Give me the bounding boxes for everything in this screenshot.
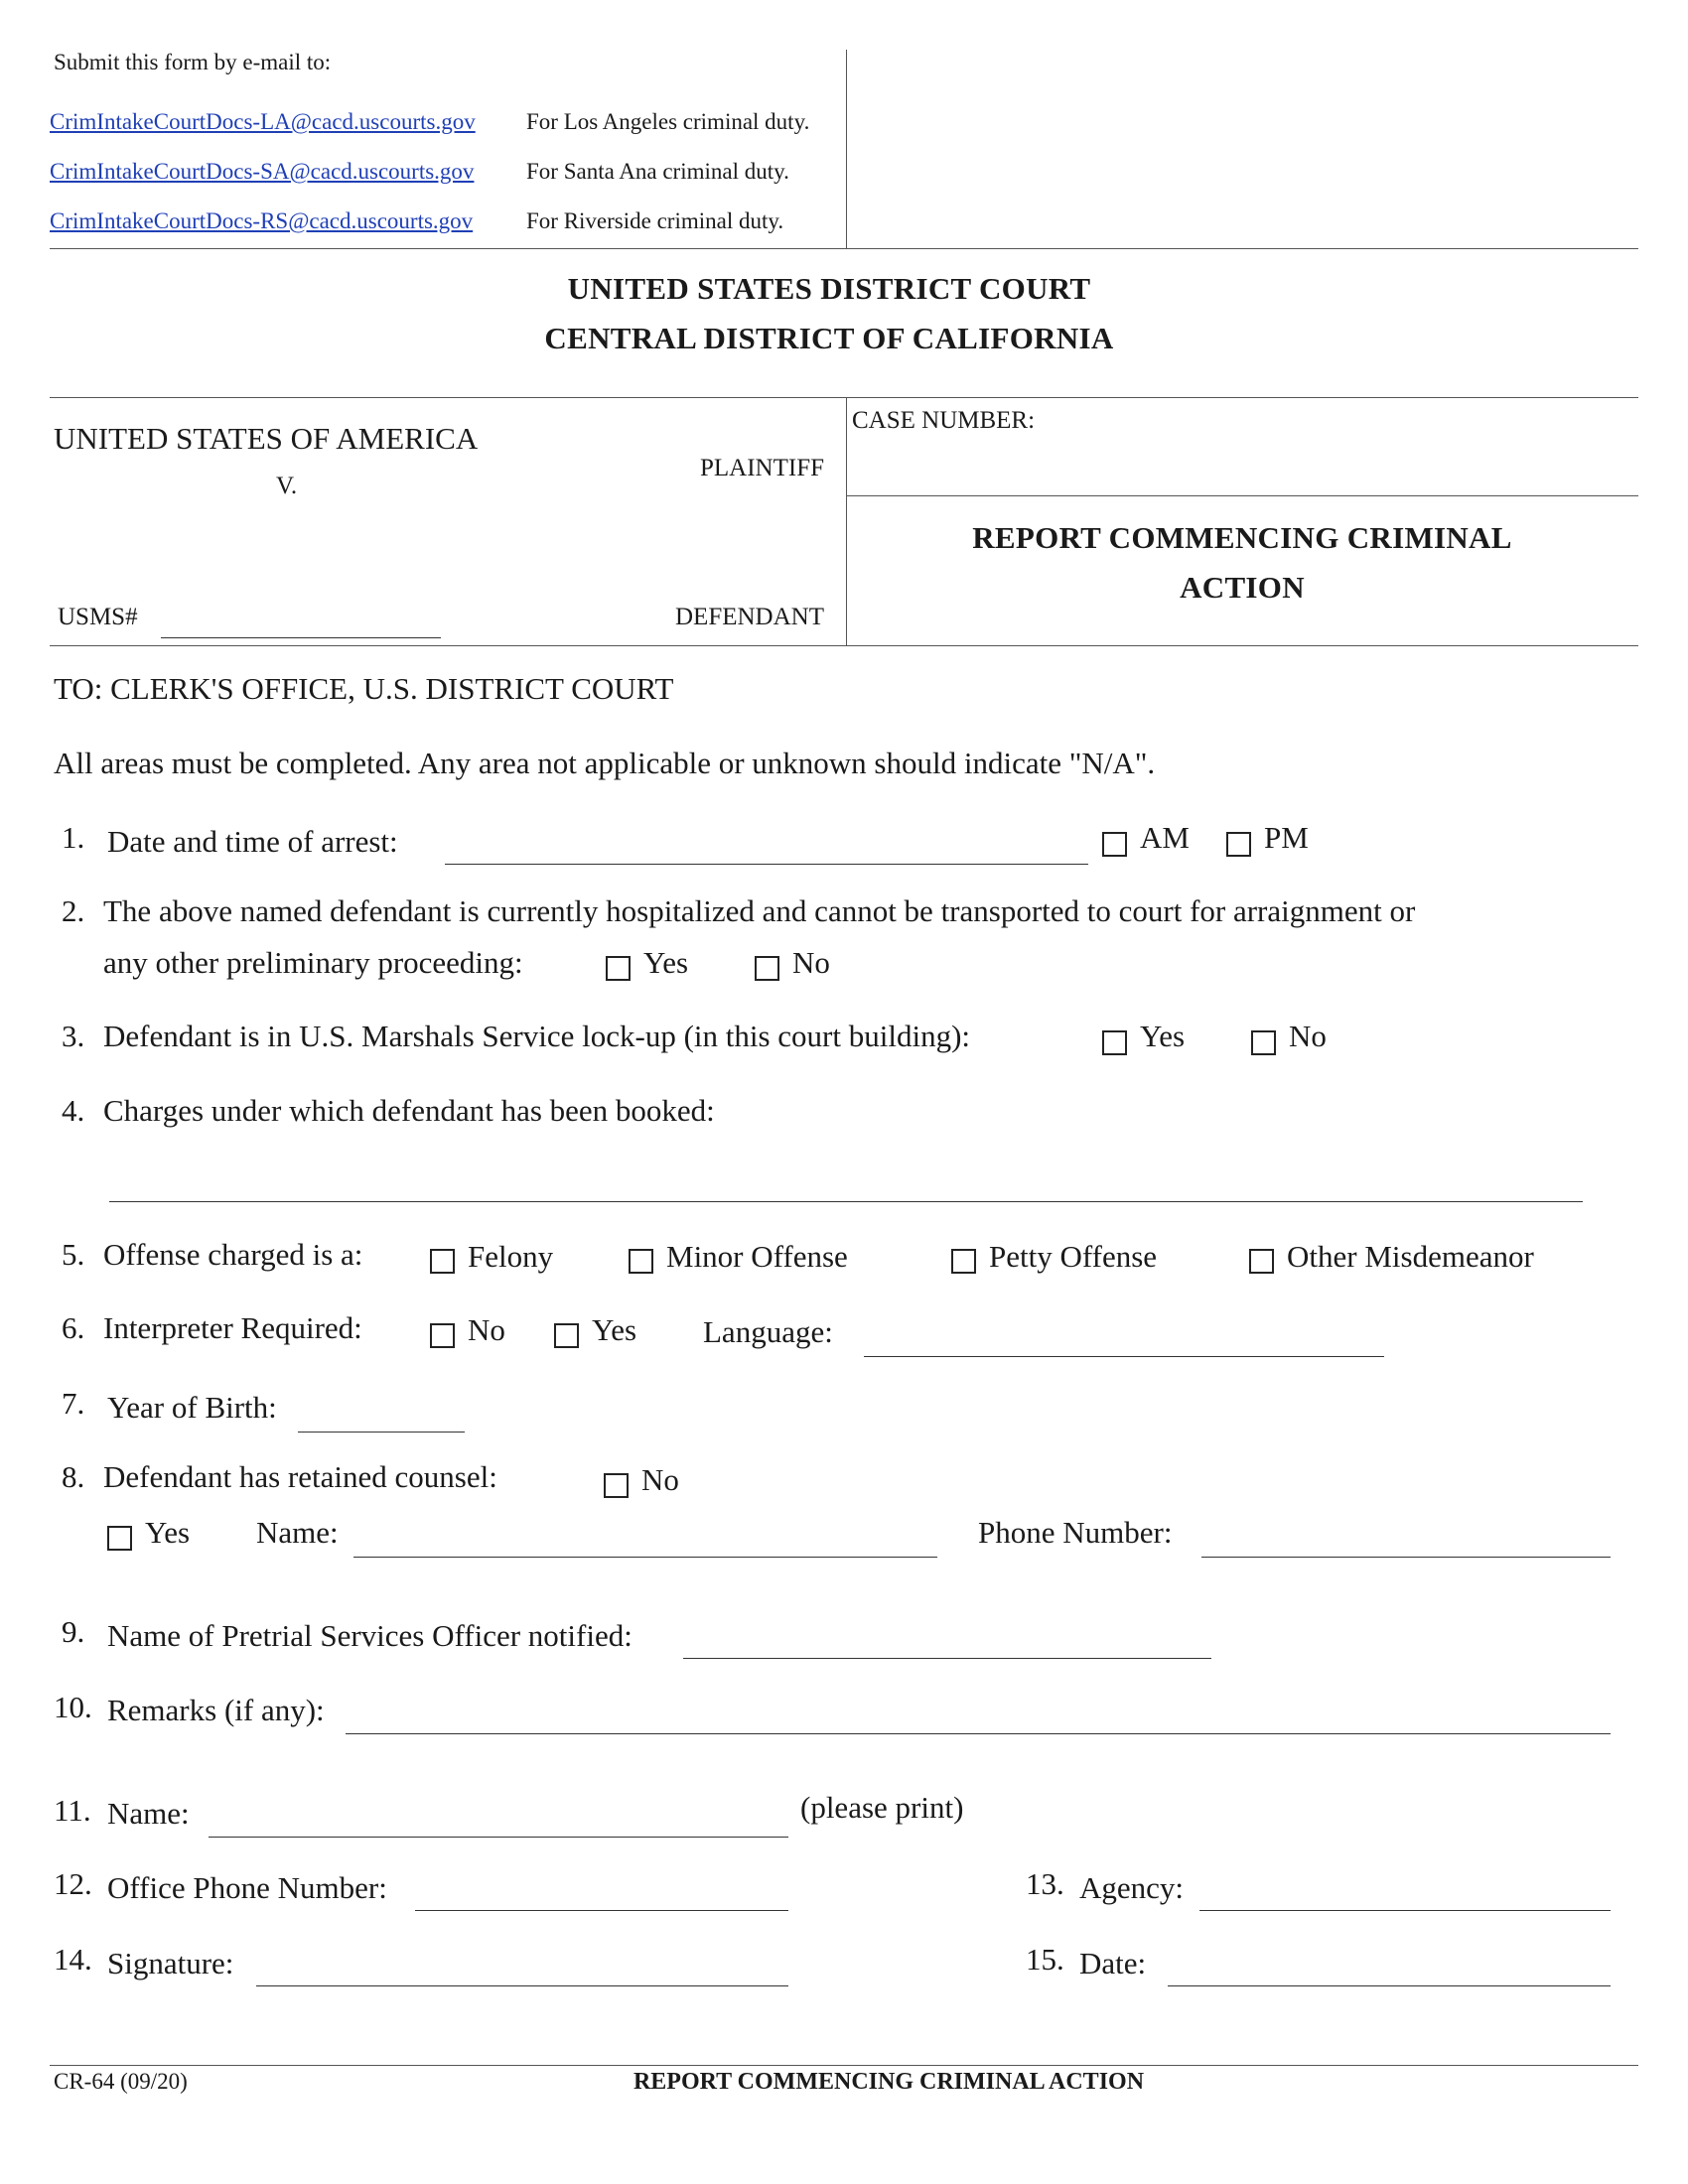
pm-checkbox[interactable] — [1226, 832, 1251, 857]
item15-label: Date: — [1079, 1946, 1147, 1980]
felony-checkbox[interactable] — [430, 1249, 455, 1274]
caption-top-rule — [50, 397, 1638, 398]
counsel-yes-label: Yes — [145, 1515, 191, 1550]
item4-number: 4. — [62, 1093, 85, 1128]
counsel-name-label: Name: — [256, 1515, 339, 1550]
lockup-yes-checkbox[interactable] — [1102, 1030, 1127, 1055]
counsel-no-label: No — [641, 1462, 679, 1497]
case-number-field[interactable] — [854, 437, 1628, 486]
hospitalized-no-checkbox[interactable] — [755, 956, 779, 981]
item11-number: 11. — [54, 1793, 91, 1828]
other-misdemeanor-label: Other Misdemeanor — [1287, 1239, 1534, 1274]
hospitalized-yes-checkbox[interactable] — [606, 956, 631, 981]
minor-offense-checkbox[interactable] — [629, 1249, 653, 1274]
item10-number: 10. — [54, 1690, 92, 1724]
item9-label: Name of Pretrial Services Officer notified: — [107, 1618, 633, 1653]
counsel-phone-field[interactable] — [1201, 1557, 1611, 1558]
signature-field[interactable] — [256, 1985, 788, 1986]
email-note-rs: For Riverside criminal duty. — [526, 208, 784, 233]
counsel-name-field[interactable] — [353, 1557, 937, 1558]
email-note-la: For Los Angeles criminal duty. — [526, 109, 810, 134]
item10-label: Remarks (if any): — [107, 1693, 325, 1727]
item1-label: Date and time of arrest: — [107, 824, 398, 859]
to-line: TO: CLERK'S OFFICE, U.S. DISTRICT COURT — [54, 671, 674, 706]
language-label: Language: — [703, 1314, 833, 1349]
footer-rule — [50, 2065, 1638, 2066]
counsel-no-checkbox[interactable] — [604, 1473, 629, 1498]
item7-number: 7. — [62, 1386, 85, 1421]
footer-title: REPORT COMMENCING CRIMINAL ACTION — [633, 2069, 1145, 2095]
item5-number: 5. — [62, 1237, 85, 1272]
submit-divider — [846, 50, 847, 248]
submit-intro: Submit this form by e-mail to: — [54, 50, 332, 74]
interpreter-yes-label: Yes — [592, 1312, 637, 1347]
court-name: UNITED STATES DISTRICT COURT — [567, 271, 1091, 306]
header-rule — [50, 248, 1638, 249]
email-note-sa: For Santa Ana criminal duty. — [526, 159, 789, 184]
plaintiff-label: PLAINTIFF — [700, 455, 825, 481]
lockup-no-checkbox[interactable] — [1251, 1030, 1276, 1055]
item2-number: 2. — [62, 893, 85, 928]
item11-label: Name: — [107, 1796, 190, 1831]
court-district: CENTRAL DISTRICT OF CALIFORNIA — [544, 321, 1114, 355]
minor-offense-label: Minor Offense — [666, 1239, 848, 1274]
interpreter-yes-checkbox[interactable] — [554, 1323, 579, 1348]
item8-label: Defendant has retained counsel: — [103, 1459, 497, 1494]
defendant-label: DEFENDANT — [675, 604, 824, 630]
usms-label: USMS# — [58, 604, 138, 630]
reporter-name-field[interactable] — [209, 1837, 788, 1838]
form-id: CR-64 (09/20) — [54, 2069, 188, 2094]
other-misdemeanor-checkbox[interactable] — [1249, 1249, 1274, 1274]
item4-label: Charges under which defendant has been booked: — [103, 1093, 715, 1128]
remarks-field[interactable] — [346, 1733, 1611, 1734]
item15-number: 15. — [1026, 1942, 1064, 1977]
item8-number: 8. — [62, 1459, 85, 1494]
counsel-yes-checkbox[interactable] — [107, 1526, 132, 1551]
item9-number: 9. — [62, 1614, 85, 1649]
interpreter-no-label: No — [468, 1312, 505, 1347]
item13-label: Agency: — [1079, 1870, 1185, 1905]
item6-number: 6. — [62, 1310, 85, 1345]
lockup-yes-label: Yes — [1140, 1019, 1186, 1053]
am-label: AM — [1140, 820, 1190, 855]
year-of-birth-field[interactable] — [298, 1432, 465, 1433]
item3-number: 3. — [62, 1019, 85, 1053]
counsel-phone-label: Phone Number: — [978, 1515, 1173, 1550]
item3-label: Defendant is in U.S. Marshals Service lock-up (in this court building): — [103, 1019, 971, 1053]
petty-offense-label: Petty Offense — [989, 1239, 1158, 1274]
interpreter-no-checkbox[interactable] — [430, 1323, 455, 1348]
case-number-label: CASE NUMBER: — [852, 407, 1036, 434]
item12-number: 12. — [54, 1866, 92, 1901]
lockup-no-label: No — [1289, 1019, 1327, 1053]
form-title-line1: REPORT COMMENCING CRIMINAL — [972, 520, 1512, 555]
caption-bottom-rule — [50, 645, 1638, 646]
form-title-line2: ACTION — [1180, 570, 1305, 605]
item13-number: 13. — [1026, 1866, 1064, 1901]
please-print-note: (please print) — [800, 1790, 964, 1825]
plaintiff-name: UNITED STATES OF AMERICA — [54, 421, 479, 456]
felony-label: Felony — [468, 1239, 554, 1274]
email-link-rs[interactable]: CrimIntakeCourtDocs-RS@cacd.uscourts.gov — [50, 208, 474, 233]
charges-field[interactable] — [109, 1201, 1583, 1202]
hospitalized-yes-label: Yes — [643, 945, 689, 980]
instructions: All areas must be completed. Any area not applicable or unknown should indicate "N/A". — [54, 746, 1156, 780]
item2-line2: any other preliminary proceeding: — [103, 945, 523, 980]
agency-field[interactable] — [1199, 1910, 1611, 1911]
petty-offense-checkbox[interactable] — [951, 1249, 976, 1274]
item14-label: Signature: — [107, 1946, 234, 1980]
item1-number: 1. — [62, 820, 85, 855]
case-number-rule — [846, 495, 1638, 496]
item5-label: Offense charged is a: — [103, 1237, 363, 1272]
language-field[interactable] — [864, 1356, 1384, 1357]
email-link-sa[interactable]: CrimIntakeCourtDocs-SA@cacd.uscourts.gov — [50, 159, 475, 184]
item14-number: 14. — [54, 1942, 92, 1977]
am-checkbox[interactable] — [1102, 832, 1127, 857]
pm-label: PM — [1264, 820, 1309, 855]
usms-field[interactable] — [161, 637, 441, 638]
email-link-la[interactable]: CrimIntakeCourtDocs-LA@cacd.uscourts.gov — [50, 109, 476, 134]
pretrial-officer-field[interactable] — [683, 1658, 1211, 1659]
hospitalized-no-label: No — [792, 945, 830, 980]
office-phone-field[interactable] — [415, 1910, 788, 1911]
item12-label: Office Phone Number: — [107, 1870, 387, 1905]
item7-label: Year of Birth: — [107, 1390, 277, 1425]
item2-line1: The above named defendant is currently hospitalized and cannot be transported to court for arraignment or — [103, 893, 1416, 928]
date-field[interactable] — [1168, 1985, 1611, 1986]
arrest-datetime-field[interactable] — [445, 864, 1088, 865]
versus: V. — [276, 473, 298, 499]
item6-label: Interpreter Required: — [103, 1310, 362, 1345]
